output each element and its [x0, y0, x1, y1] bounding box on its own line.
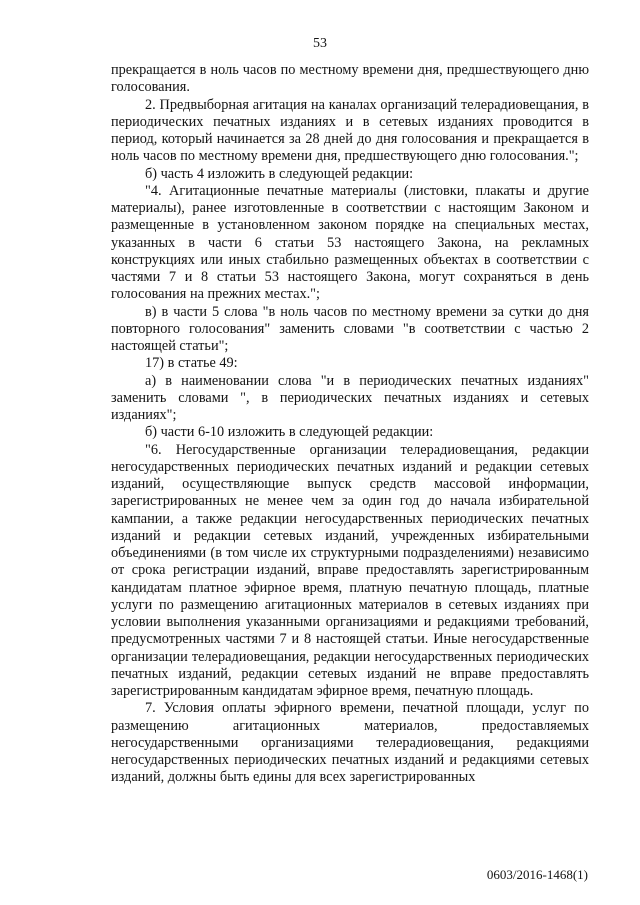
paragraph-part-2: 2. Предвыборная агитация на каналах организаций телерадиовещания, в периодических печатных изданиях и в сетевых изданиях проводится в период, который начинается за 28 дней до дня голосования и прекращается в ноль часов по местному времени дня, предшествующего дню голосования."; [111, 96, 589, 165]
paragraph-amendment-b: б) часть 4 изложить в следующей редакции: [145, 165, 414, 182]
paragraph-part-6: "6. Негосударственные организации телерадиовещания, редакции негосударственных периодических печатных изданий и редакции сетевых изданий, осуществляющие выпуск средств массовой информации, зарегистрированных не менее чем за один год до начала избирательной кампании, а также редакции негосударственных периодических печатных изданий и редакции сетевых изданий, учрежденных избирательными объединениями (в том числе их структурными подразделениями) независимо от срока регистрации изданий, вправе предоставлять зарегистрированным кандидатам платное эфирное время, платную печатную площадь, платные услуги по размещению агитационных материалов в сетевых изданиях при условии выполнения указанными организациями и редакциями требований, предусмотренных частями 7 и 8 настоящей статьи. Иные негосударственные организации телерадиовещания, редакции негосударственных периодических печатных изданий, редакции сетевых изданий не вправе предоставлять зарегистрированным кандидатам эфирное время, печатную площадь. [111, 441, 589, 699]
paragraph-continuation: прекращается в ноль часов по местному времени дня, предшествующего дню голосования. [111, 62, 589, 96]
paragraph-amendment-a: а) в наименовании слова "и в периодических печатных изданиях" заменить словами ", в периодических печатных изданиях и сетевых изданиях"; [111, 372, 589, 423]
document-body [111, 62, 589, 787]
paragraph-part-4: "4. Агитационные печатные материалы (листовки, плакаты и другие материалы), ранее изготовленные в соответствии с настоящим Законом и размещенные в установленном законом порядке на специальных местах, указанных в части 6 статьи 53 настоящего Закона, на рекламных конструкциях или иных стабильно размещенных объектах в соответствии с частями 7 и 8 статьи 53 настоящего Закона, могут сохраняться в день голосования на прежних местах."; [111, 182, 589, 303]
paragraph-item-17: 17) в статье 49: [145, 355, 238, 372]
document-id: 0603/2016-1468(1) [486, 867, 588, 882]
paragraph-amendment-b-parts: б) части 6-10 изложить в следующей редакции: [145, 424, 434, 441]
page-number: 53 [313, 36, 327, 51]
paragraph-amendment-v: в) в части 5 слова "в ноль часов по местному времени за сутки до дня повторного голосования" заменить словами "в соответствии с частью 2 настоящей статьи"; [111, 303, 589, 354]
paragraph-part-7: 7. Условия оплаты эфирного времени, печатной площади, услуг по размещению агитационных материалов, предоставляемых негосударственными организациями телерадиовещания, редакциями негосударственных периодических печатных изданий и редакциями сетевых изданий, должны быть едины для всех зарегистрированных [111, 700, 589, 786]
